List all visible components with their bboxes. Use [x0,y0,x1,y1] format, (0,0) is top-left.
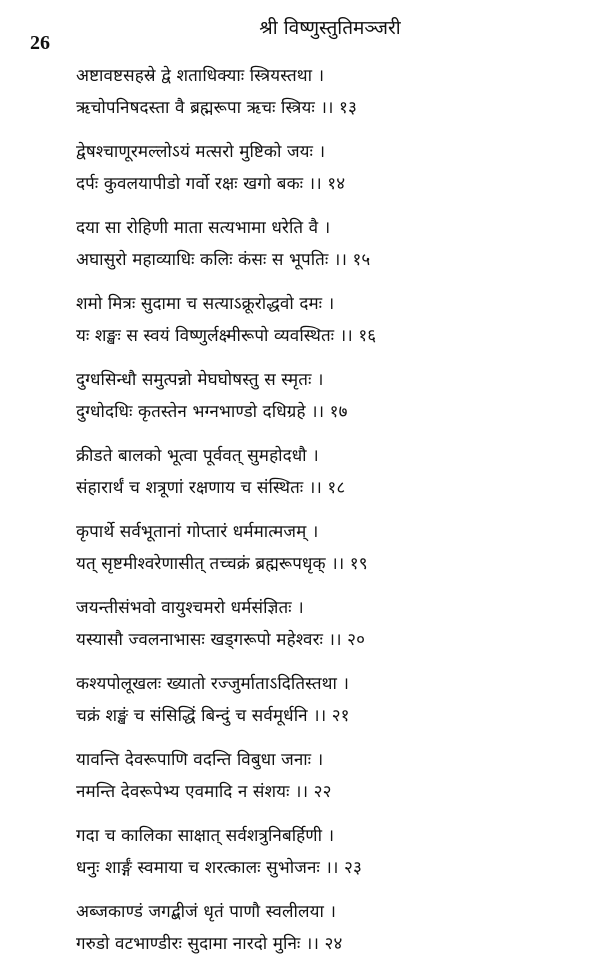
verse-line: ऋचोपनिषदस्ता वै ब्रह्मरूपा ऋचः स्त्रियः ।। १३ [76,98,357,118]
verse-line: अब्जकाण्डं जगद्बीजं धृतं पाणौ स्वलीलया । [76,902,337,922]
verse-24 [76,896,576,960]
verse-line: नमन्ति देवरूपेभ्य एवमादि न संशयः ।। २२ [76,782,332,802]
verse-17 [76,364,576,428]
verse-line: शमो मित्रः सुदामा च सत्याऽक्रूरोद्धवो दमः । [76,294,335,314]
verse-15 [76,212,576,276]
verse-line: संहारार्थं च शत्रूणां रक्षणाय च संस्थितः ।। १८ [76,478,346,498]
verse-line: गरुडो वटभाण्डीरः सुदामा नारदो मुनिः ।। २४ [76,934,343,954]
verse-line: धनुः शार्ङ्गं स्वमाया च शरत्कालः सुभोजनः ।। २३ [76,858,362,878]
verse-22 [76,744,576,808]
verse-line: यस्यासौ ज्वलनाभासः खड्गरूपो महेश्वरः ।। २० [76,630,366,650]
verse-line: चक्रं शङ्खं च संसिद्धिं बिन्दुं च सर्वमूर्धनि ।। २१ [76,706,350,726]
verse-23 [76,820,576,884]
verse-line: यः शङ्खः स स्वयं विष्णुर्लक्ष्मीरूपो व्यवस्थितः ।। १६ [76,326,377,346]
verse-line: क्रीडते बालको भूत्वा पूर्ववत् सुमहोदधौ । [76,446,319,466]
verse-14 [76,136,576,200]
verse-line: अष्टावष्टसहस्रे द्वे शताधिक्याः स्त्रियस्तथा । [76,66,325,86]
verse-16 [76,288,576,352]
verse-line: यत् सृष्टमीश्वरेणासीत् तच्चक्रं ब्रह्मरूपधृक् ।। १९ [76,554,368,574]
verse-line: दर्पः कुवलयापीडो गर्वो रक्षः खगो बकः ।। १४ [76,174,346,194]
verse-line: कश्यपोलूखलः ख्यातो रज्जुर्माताऽदितिस्तथा । [76,674,350,694]
verse-line: यावन्ति देवरूपाणि वदन्ति विबुधा जनाः । [76,750,324,770]
verse-21 [76,668,576,732]
verse-line: द्वेषश्चाणूरमल्लोऽयं मत्सरो मुष्टिको जयः । [76,142,326,162]
verse-list [76,60,576,960]
verse-line: गदा च कालिका साक्षात् सर्वशत्रुनिबर्हिणी । [76,826,335,846]
verse-20 [76,592,576,656]
verse-line: दुग्धसिन्धौ समुत्पन्नो मेघघोषस्तु स स्मृतः । [76,370,324,390]
verse-line: दुग्धोदधिः कृतस्तेन भग्नभाण्डो दधिग्रहे ।। १७ [76,402,348,422]
verse-19 [76,516,576,580]
running-header: श्री विष्णुस्तुतिमञ्जरी [259,17,401,39]
verse-line: कृपार्थे सर्वभूतानां गोप्तारं धर्ममात्मजम् । [76,522,319,542]
page-number: 26 [30,32,50,54]
verse-line: अघासुरो महाव्याधिः कलिः कंसः स भूपतिः ।। १५ [76,250,371,270]
verse-line: दया सा रोहिणी माता सत्यभामा धरेति वै । [76,218,331,238]
verse-line: जयन्तीसंभवो वायुश्चमरो धर्मसंज्ञितः । [76,598,304,618]
verse-18 [76,440,576,504]
verse-13 [76,60,576,124]
